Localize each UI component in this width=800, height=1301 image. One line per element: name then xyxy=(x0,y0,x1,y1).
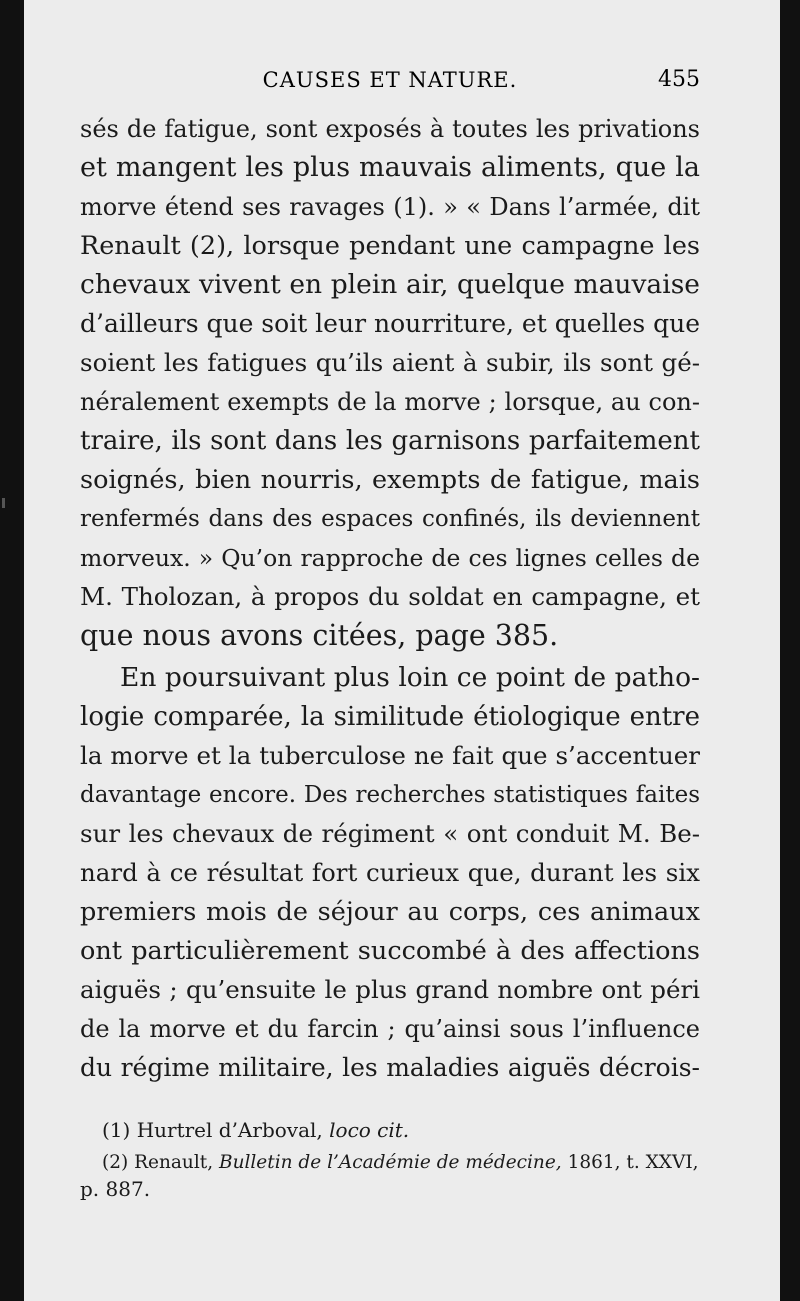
text-line: M. Tholozan, à propos du soldat en campagne, et xyxy=(80,582,700,611)
footnote-author: Hurtrel d’Arboval, xyxy=(136,1118,323,1142)
text-line: chevaux vivent en plein air, quelque mauvaise xyxy=(80,269,700,300)
text-line: premiers mois de séjour au corps, ces animaux xyxy=(80,897,700,927)
footnote-italic: loco cit. xyxy=(329,1118,410,1142)
text-line: et mangent les plus mauvais aliments, que la xyxy=(80,152,700,183)
footnote-2-continuation: p. 887. xyxy=(80,1177,151,1201)
text-line: morveux. » Qu’on rapproche de ces lignes celles de xyxy=(80,544,700,572)
text-line: ont particulièrement succombé à des affections xyxy=(80,936,700,966)
text-line: traire, ils sont dans les garnisons parfaitement xyxy=(80,426,700,456)
text-line: néralement exempts de la morve ; lorsque, au con- xyxy=(80,388,700,416)
text-line: du régime militaire, les maladies aiguës décrois- xyxy=(80,1053,700,1082)
text-line: soignés, bien nourris, exempts de fatigue, mais xyxy=(80,465,700,495)
text-line: renfermés dans des espaces confinés, ils deviennent xyxy=(80,506,700,532)
text-line: davantage encore. Des recherches statistiques faites xyxy=(80,782,700,808)
footnote-rest: 1861, t. XXVI, xyxy=(567,1152,699,1173)
footnote-marker: (1) xyxy=(102,1118,131,1142)
text-line: la morve et la tuberculose ne fait que s’accentuer xyxy=(80,741,700,770)
text-line: nard à ce résultat fort curieux que, durant les six xyxy=(80,858,700,887)
text-line: En poursuivant plus loin ce point de patho- xyxy=(120,662,700,693)
running-head: CAUSES ET NATURE. xyxy=(262,68,518,92)
text-line: aiguës ; qu’ensuite le plus grand nombre ont péri xyxy=(80,975,700,1004)
footnote-italic: Bulletin de l’Académie de médecine, xyxy=(218,1152,562,1173)
text-line: que nous avons citées, page 385. xyxy=(80,619,559,652)
text-line: logie comparée, la similitude étiologique entre xyxy=(80,702,700,732)
footnote-2 xyxy=(80,1149,700,1176)
footnote-author: Renault, xyxy=(134,1152,214,1173)
margin-mark xyxy=(2,498,5,508)
text-line: soient les fatigues qu’ils aient à subir, ils sont gé- xyxy=(80,348,700,377)
page-header xyxy=(80,60,700,100)
footnote-1 xyxy=(80,1117,700,1144)
text-line: Renault (2), lorsque pendant une campagne les xyxy=(80,231,700,261)
text-line: morve étend ses ravages (1). » « Dans l’armée, dit xyxy=(80,193,700,221)
text-line: d’ailleurs que soit leur nourriture, et quelles que xyxy=(80,309,701,338)
text-line: de la morve et du farcin ; qu’ainsi sous l’influence xyxy=(80,1015,700,1043)
footnote-marker: (2) xyxy=(102,1152,129,1173)
text-line: sur les chevaux de régiment « ont conduit M. Be- xyxy=(80,819,700,848)
page-number: 455 xyxy=(658,67,700,92)
text-line: sés de fatigue, sont exposés à toutes les privations xyxy=(80,115,700,143)
